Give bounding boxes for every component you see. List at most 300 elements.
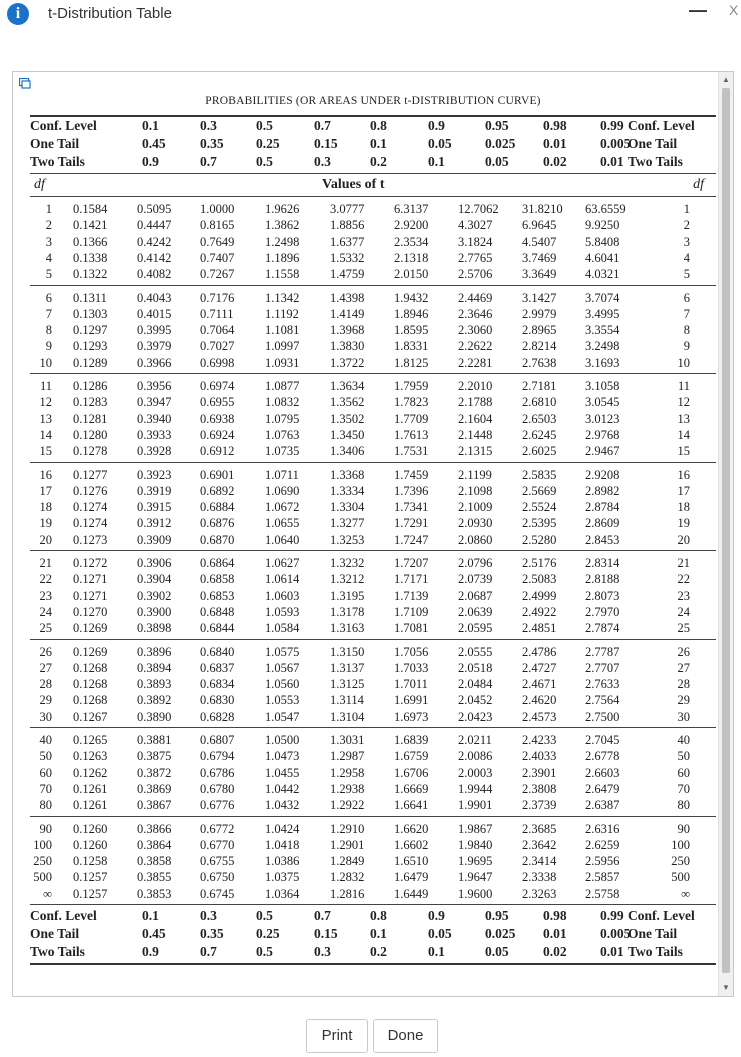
row-label-right: One Tail	[628, 926, 678, 941]
t-value: 2.0595	[458, 621, 493, 636]
t-value: 2.2622	[458, 339, 493, 354]
header-value: 0.005	[600, 926, 631, 941]
t-value: 1.7171	[394, 572, 429, 587]
t-value: 1.9944	[458, 781, 493, 796]
t-value: 0.1293	[73, 339, 108, 354]
t-value: 0.4242	[137, 234, 172, 249]
header-value: 0.025	[485, 926, 516, 941]
t-value: 0.7649	[200, 234, 235, 249]
header-value: 0.05	[428, 926, 452, 941]
df-value-right: 11	[677, 379, 690, 393]
header-block-bottom	[30, 907, 716, 961]
t-value: 1.0567	[265, 660, 300, 675]
df-value: 26	[39, 644, 52, 659]
t-value: 1.0832	[265, 395, 300, 410]
minimize-button[interactable]: —	[689, 0, 707, 20]
t-value: 3.0545	[585, 395, 620, 410]
t-value: 0.1262	[73, 765, 108, 780]
df-value-right: 13	[677, 411, 690, 426]
t-value: 2.4727	[522, 660, 557, 675]
t-value: 2.6316	[585, 821, 620, 836]
t-value: 1.3862	[265, 218, 300, 233]
t-value: 0.1269	[73, 644, 108, 659]
t-value: 3.1427	[522, 290, 557, 305]
header-value: 0.05	[485, 154, 509, 169]
row-label: Conf. Level	[30, 908, 97, 923]
t-value: 0.1274	[73, 500, 108, 515]
t-value: 2.7787	[585, 644, 620, 659]
header-value: 0.25	[256, 926, 280, 941]
t-value: 2.8214	[522, 339, 557, 354]
info-icon: i	[7, 3, 29, 25]
t-value: 1.0000	[200, 202, 235, 216]
table-row	[30, 338, 716, 354]
t-value: 0.6840	[200, 644, 235, 659]
df-value: 25	[39, 621, 52, 636]
t-value: 2.7707	[585, 660, 620, 675]
rule-line	[30, 727, 716, 728]
t-value: 1.7396	[394, 483, 429, 498]
t-value: 2.1199	[458, 467, 492, 482]
t-value: 0.6870	[200, 532, 235, 547]
t-value: 1.3277	[330, 516, 365, 531]
t-value: 1.7056	[394, 644, 429, 659]
t-value: 2.6778	[585, 749, 620, 764]
t-value: 1.7081	[394, 621, 429, 636]
table-row	[30, 604, 716, 620]
t-value: 9.9250	[585, 218, 620, 233]
t-value: 0.1289	[73, 355, 108, 370]
df-group	[30, 467, 716, 548]
t-value: 2.3060	[458, 323, 493, 338]
t-value: 1.0584	[265, 621, 300, 636]
t-value: 0.6938	[200, 411, 235, 426]
t-value: 2.1009	[458, 500, 493, 515]
t-value: 1.2938	[330, 781, 365, 796]
t-value: 0.3933	[137, 427, 172, 442]
t-value: 0.3869	[137, 781, 172, 796]
df-value: 70	[39, 781, 52, 796]
t-value: 1.0553	[265, 693, 300, 708]
t-value: 1.3722	[330, 355, 365, 370]
t-value: 1.3125	[330, 677, 365, 692]
t-value: 0.4082	[137, 267, 172, 282]
df-value: 10	[39, 355, 52, 370]
scrollbar[interactable]	[718, 72, 733, 996]
t-value: 2.0739	[458, 572, 493, 587]
t-value: 2.3739	[522, 798, 557, 813]
t-value: 0.3902	[137, 588, 172, 603]
t-value: 2.0484	[458, 677, 493, 692]
t-value: 1.0711	[265, 467, 299, 482]
df-value: 50	[39, 749, 52, 764]
header-value: 0.8	[370, 908, 387, 923]
row-label-right: Two Tails	[628, 154, 683, 169]
df-value: 21	[39, 556, 52, 570]
t-value: 1.1558	[265, 267, 300, 282]
expand-icon[interactable]	[19, 78, 31, 90]
t-value: 2.4999	[522, 588, 557, 603]
t-value: 0.3995	[137, 323, 172, 338]
table-row	[30, 869, 716, 885]
t-value: 0.1267	[73, 709, 108, 724]
df-value: 13	[39, 411, 52, 426]
header-value: 0.01	[600, 154, 624, 169]
t-value: 0.1311	[73, 290, 107, 305]
t-value: 0.6830	[200, 693, 235, 708]
header-value: 0.1	[142, 908, 159, 923]
t-value: 0.1257	[73, 886, 108, 901]
t-value: 2.8609	[585, 516, 620, 531]
df-value-right: 25	[677, 621, 690, 636]
table-row	[30, 532, 716, 548]
t-value: 2.8453	[585, 532, 620, 547]
df-value: 17	[39, 483, 52, 498]
t-value: 0.6755	[200, 854, 235, 869]
t-value: 31.8210	[522, 202, 563, 216]
t-value: 2.6603	[585, 765, 620, 780]
t-value: 2.5395	[522, 516, 557, 531]
header-value: 0.8	[370, 118, 387, 133]
t-value: 1.6839	[394, 733, 429, 747]
t-value: 0.6853	[200, 588, 235, 603]
header-value: 0.5	[256, 118, 273, 133]
t-value: 2.3642	[522, 837, 557, 852]
t-value: 0.3894	[137, 660, 172, 675]
t-value: 0.6772	[200, 821, 235, 836]
df-value-right: 19	[677, 516, 690, 531]
t-value: 0.1283	[73, 395, 108, 410]
df-value: 3	[45, 234, 52, 249]
t-value: 1.5332	[330, 250, 365, 265]
t-value: 0.6884	[200, 500, 235, 515]
table-row	[30, 765, 716, 781]
header-value: 0.02	[543, 154, 567, 169]
t-value: 2.2281	[458, 355, 493, 370]
t-value: 2.4671	[522, 677, 557, 692]
t-value: 1.0364	[265, 886, 300, 901]
t-value: 4.5407	[522, 234, 557, 249]
t-value: 1.3212	[330, 572, 365, 587]
t-value: 2.6245	[522, 427, 557, 442]
t-value: 2.9208	[585, 467, 620, 482]
table-row	[30, 266, 716, 282]
table-row	[30, 660, 716, 676]
t-value: 1.7341	[394, 500, 429, 515]
table-row	[30, 250, 716, 266]
t-value: 0.6750	[200, 870, 235, 885]
t-value: 1.3368	[330, 467, 365, 482]
t-value: 2.6810	[522, 395, 557, 410]
t-value: 0.1276	[73, 483, 108, 498]
t-value: 1.7139	[394, 588, 429, 603]
table-row	[30, 483, 716, 499]
t-value: 1.0500	[265, 733, 300, 747]
header-value: 0.2	[370, 154, 387, 169]
t-value: 2.7874	[585, 621, 620, 636]
t-value: 0.1278	[73, 444, 108, 459]
t-value: 2.1315	[458, 444, 493, 459]
t-value: 0.5095	[137, 202, 172, 216]
header-value: 0.3	[200, 908, 217, 923]
t-value: 0.3900	[137, 604, 172, 619]
done-button[interactable]: Done	[373, 1019, 438, 1053]
rule-line	[30, 639, 716, 640]
t-value: 3.0123	[585, 411, 620, 426]
t-value: 1.2958	[330, 765, 365, 780]
t-value: 1.0795	[265, 411, 300, 426]
table-row	[30, 709, 716, 725]
t-value: 1.2498	[265, 234, 300, 249]
t-value: 1.8331	[394, 339, 429, 354]
df-value: 1	[45, 202, 52, 216]
t-value: 0.6786	[200, 765, 235, 780]
scroll-thumb[interactable]	[722, 88, 730, 973]
df-value-right: 7	[683, 306, 690, 321]
header-value: 0.3	[314, 154, 331, 169]
header-value: 0.45	[142, 926, 166, 941]
t-value: 1.7459	[394, 467, 429, 482]
t-value: 0.1268	[73, 660, 108, 675]
table-row	[30, 411, 716, 427]
t-value: 1.3253	[330, 532, 365, 547]
t-value: 0.6912	[200, 444, 235, 459]
row-label-right: One Tail	[628, 136, 678, 151]
t-value: 1.8125	[394, 355, 429, 370]
t-value: 2.7638	[522, 355, 557, 370]
df-value-right: 90	[677, 821, 690, 836]
t-value: 0.6828	[200, 709, 235, 724]
t-value: 0.3875	[137, 749, 172, 764]
t-value: 1.3104	[330, 709, 365, 724]
t-value: 1.9695	[458, 854, 493, 869]
df-value-right: 16	[677, 467, 690, 482]
df-value-right: 100	[671, 837, 690, 852]
t-value: 1.3195	[330, 588, 365, 603]
t-value: 1.0640	[265, 532, 300, 547]
df-group	[30, 290, 716, 371]
t-value: 2.5083	[522, 572, 557, 587]
table-row	[30, 732, 716, 748]
t-value: 5.8408	[585, 234, 620, 249]
df-value-right: 6	[683, 290, 690, 305]
table-frame[interactable]	[12, 71, 734, 997]
df-value-right: 24	[677, 604, 690, 619]
t-value: 1.0547	[265, 709, 300, 724]
df-value-right: 29	[677, 693, 690, 708]
t-value: 1.9901	[458, 798, 493, 813]
df-value: 23	[39, 588, 52, 603]
df-value-right: 14	[677, 427, 690, 442]
row-label: One Tail	[30, 136, 80, 151]
table-row	[30, 427, 716, 443]
header-value: 0.5	[256, 154, 273, 169]
df-value: 6	[45, 290, 52, 305]
t-value: 2.9200	[394, 218, 429, 233]
t-value: 2.0086	[458, 749, 493, 764]
t-value: 2.3263	[522, 886, 557, 901]
t-value: 1.7109	[394, 604, 429, 619]
t-value: 4.3027	[458, 218, 493, 233]
t-value: 3.2498	[585, 339, 620, 354]
df-value: 100	[33, 837, 52, 852]
t-value: 2.4573	[522, 709, 557, 724]
t-value: 0.1261	[73, 781, 108, 796]
df-value: 80	[39, 798, 52, 813]
df-label-right: df	[693, 177, 704, 192]
t-value: 0.4447	[137, 218, 172, 233]
t-value: 1.7033	[394, 660, 429, 675]
t-value: 1.8856	[330, 218, 365, 233]
df-value: 30	[39, 709, 52, 724]
t-value: 2.0518	[458, 660, 493, 675]
df-value-right: 500	[671, 870, 690, 885]
t-value: 1.3031	[330, 733, 365, 747]
t-value: 2.8784	[585, 500, 620, 515]
t-value: 1.3150	[330, 644, 365, 659]
df-group	[30, 644, 716, 725]
table-row	[30, 306, 716, 322]
df-value-right: 4	[683, 250, 690, 265]
table-row	[30, 886, 716, 902]
df-value-right: 40	[677, 733, 690, 747]
rule-line	[30, 373, 716, 374]
t-value: 1.3137	[330, 660, 365, 675]
table-row	[30, 797, 716, 813]
header-value: 0.2	[370, 944, 387, 959]
t-value: 1.3406	[330, 444, 365, 459]
t-value: 1.2816	[330, 886, 365, 901]
scroll-up-icon[interactable]: ▲	[722, 75, 730, 84]
t-value: 2.5956	[585, 854, 620, 869]
t-value: 0.1274	[73, 516, 108, 531]
t-value: 0.6974	[200, 379, 235, 393]
table-row	[30, 515, 716, 531]
df-value-right: 18	[677, 500, 690, 515]
t-value: 1.0593	[265, 604, 300, 619]
t-value: 2.6479	[585, 781, 620, 796]
table-row	[30, 234, 716, 250]
t-value: 1.2922	[330, 798, 365, 813]
t-value: 2.5524	[522, 500, 557, 515]
t-value: 0.1297	[73, 323, 108, 338]
t-value: 2.0150	[394, 267, 429, 282]
header-value: 0.15	[314, 136, 338, 151]
t-value: 0.1338	[73, 250, 108, 265]
table-row	[30, 620, 716, 636]
t-value: 3.3554	[585, 323, 620, 338]
t-value: 1.6706	[394, 765, 429, 780]
t-value: 1.3232	[330, 556, 365, 570]
t-value: 0.6955	[200, 395, 235, 410]
t-value: 2.7045	[585, 733, 620, 747]
t-value: 1.7709	[394, 411, 429, 426]
t-value: 1.2832	[330, 870, 365, 885]
t-value: 2.5835	[522, 467, 557, 482]
t-value: 2.4033	[522, 749, 557, 764]
t-value: 2.7564	[585, 693, 620, 708]
t-value: 1.7247	[394, 532, 429, 547]
table-row	[30, 555, 716, 571]
df-group	[30, 732, 716, 813]
df-value-right: 10	[677, 355, 690, 370]
t-value: 1.7207	[394, 556, 429, 570]
df-value: 28	[39, 677, 52, 692]
t-value: 2.8982	[585, 483, 620, 498]
df-group	[30, 201, 716, 282]
t-value: 0.1272	[73, 556, 108, 570]
t-value: 1.4398	[330, 290, 365, 305]
table-row	[30, 692, 716, 708]
row-label: Conf. Level	[30, 118, 97, 133]
t-value: 1.3304	[330, 500, 365, 515]
row-label: Two Tails	[30, 154, 85, 169]
df-value: 18	[39, 500, 52, 515]
t-value: 1.0614	[265, 572, 300, 587]
t-value: 2.3338	[522, 870, 557, 885]
t-value: 2.0860	[458, 532, 493, 547]
t-value: 1.0672	[265, 500, 300, 515]
t-value: 4.0321	[585, 267, 620, 282]
t-value: 6.3137	[394, 202, 429, 216]
table-row	[30, 588, 716, 604]
t-value: 2.4620	[522, 693, 557, 708]
print-button[interactable]: Print	[306, 1019, 368, 1053]
t-value: 0.3940	[137, 411, 172, 426]
rule-line	[30, 285, 716, 286]
rule-line	[30, 173, 716, 174]
scroll-down-icon[interactable]: ▼	[722, 983, 730, 992]
title-bar	[0, 0, 741, 30]
t-value: 2.7500	[585, 709, 620, 724]
df-value-right: 15	[677, 444, 690, 459]
table-row	[30, 322, 716, 338]
df-value: ∞	[43, 886, 52, 901]
df-value-right: ∞	[681, 886, 690, 901]
t-value: 0.3864	[137, 837, 172, 852]
t-value: 1.9432	[394, 290, 429, 305]
df-value-right: 8	[683, 323, 690, 338]
t-value: 0.1280	[73, 427, 108, 442]
t-value: 1.0997	[265, 339, 300, 354]
t-value: 0.7267	[200, 267, 235, 282]
t-value: 0.4142	[137, 250, 172, 265]
t-value: 1.0575	[265, 644, 300, 659]
header-value: 0.15	[314, 926, 338, 941]
t-value: 0.3906	[137, 556, 172, 570]
t-value: 1.6991	[394, 693, 429, 708]
df-value-right: 80	[677, 798, 690, 813]
t-value: 3.7074	[585, 290, 620, 305]
t-value: 4.6041	[585, 250, 620, 265]
t-value: 1.7959	[394, 379, 429, 393]
close-button[interactable]: X	[729, 2, 739, 18]
t-value: 2.5669	[522, 483, 557, 498]
t-value: 1.3450	[330, 427, 365, 442]
df-value-right: 250	[671, 854, 690, 869]
t-value: 2.4922	[522, 604, 557, 619]
t-value: 63.6559	[585, 202, 626, 216]
t-value: 0.3923	[137, 467, 172, 482]
header-value: 0.05	[485, 944, 509, 959]
t-value: 1.0386	[265, 854, 300, 869]
t-value: 1.7531	[394, 444, 429, 459]
df-value: 4	[45, 250, 52, 265]
t-value: 2.5280	[522, 532, 557, 547]
header-value: 0.95	[485, 908, 509, 923]
t-value: 1.0473	[265, 749, 300, 764]
t-value: 2.0423	[458, 709, 493, 724]
